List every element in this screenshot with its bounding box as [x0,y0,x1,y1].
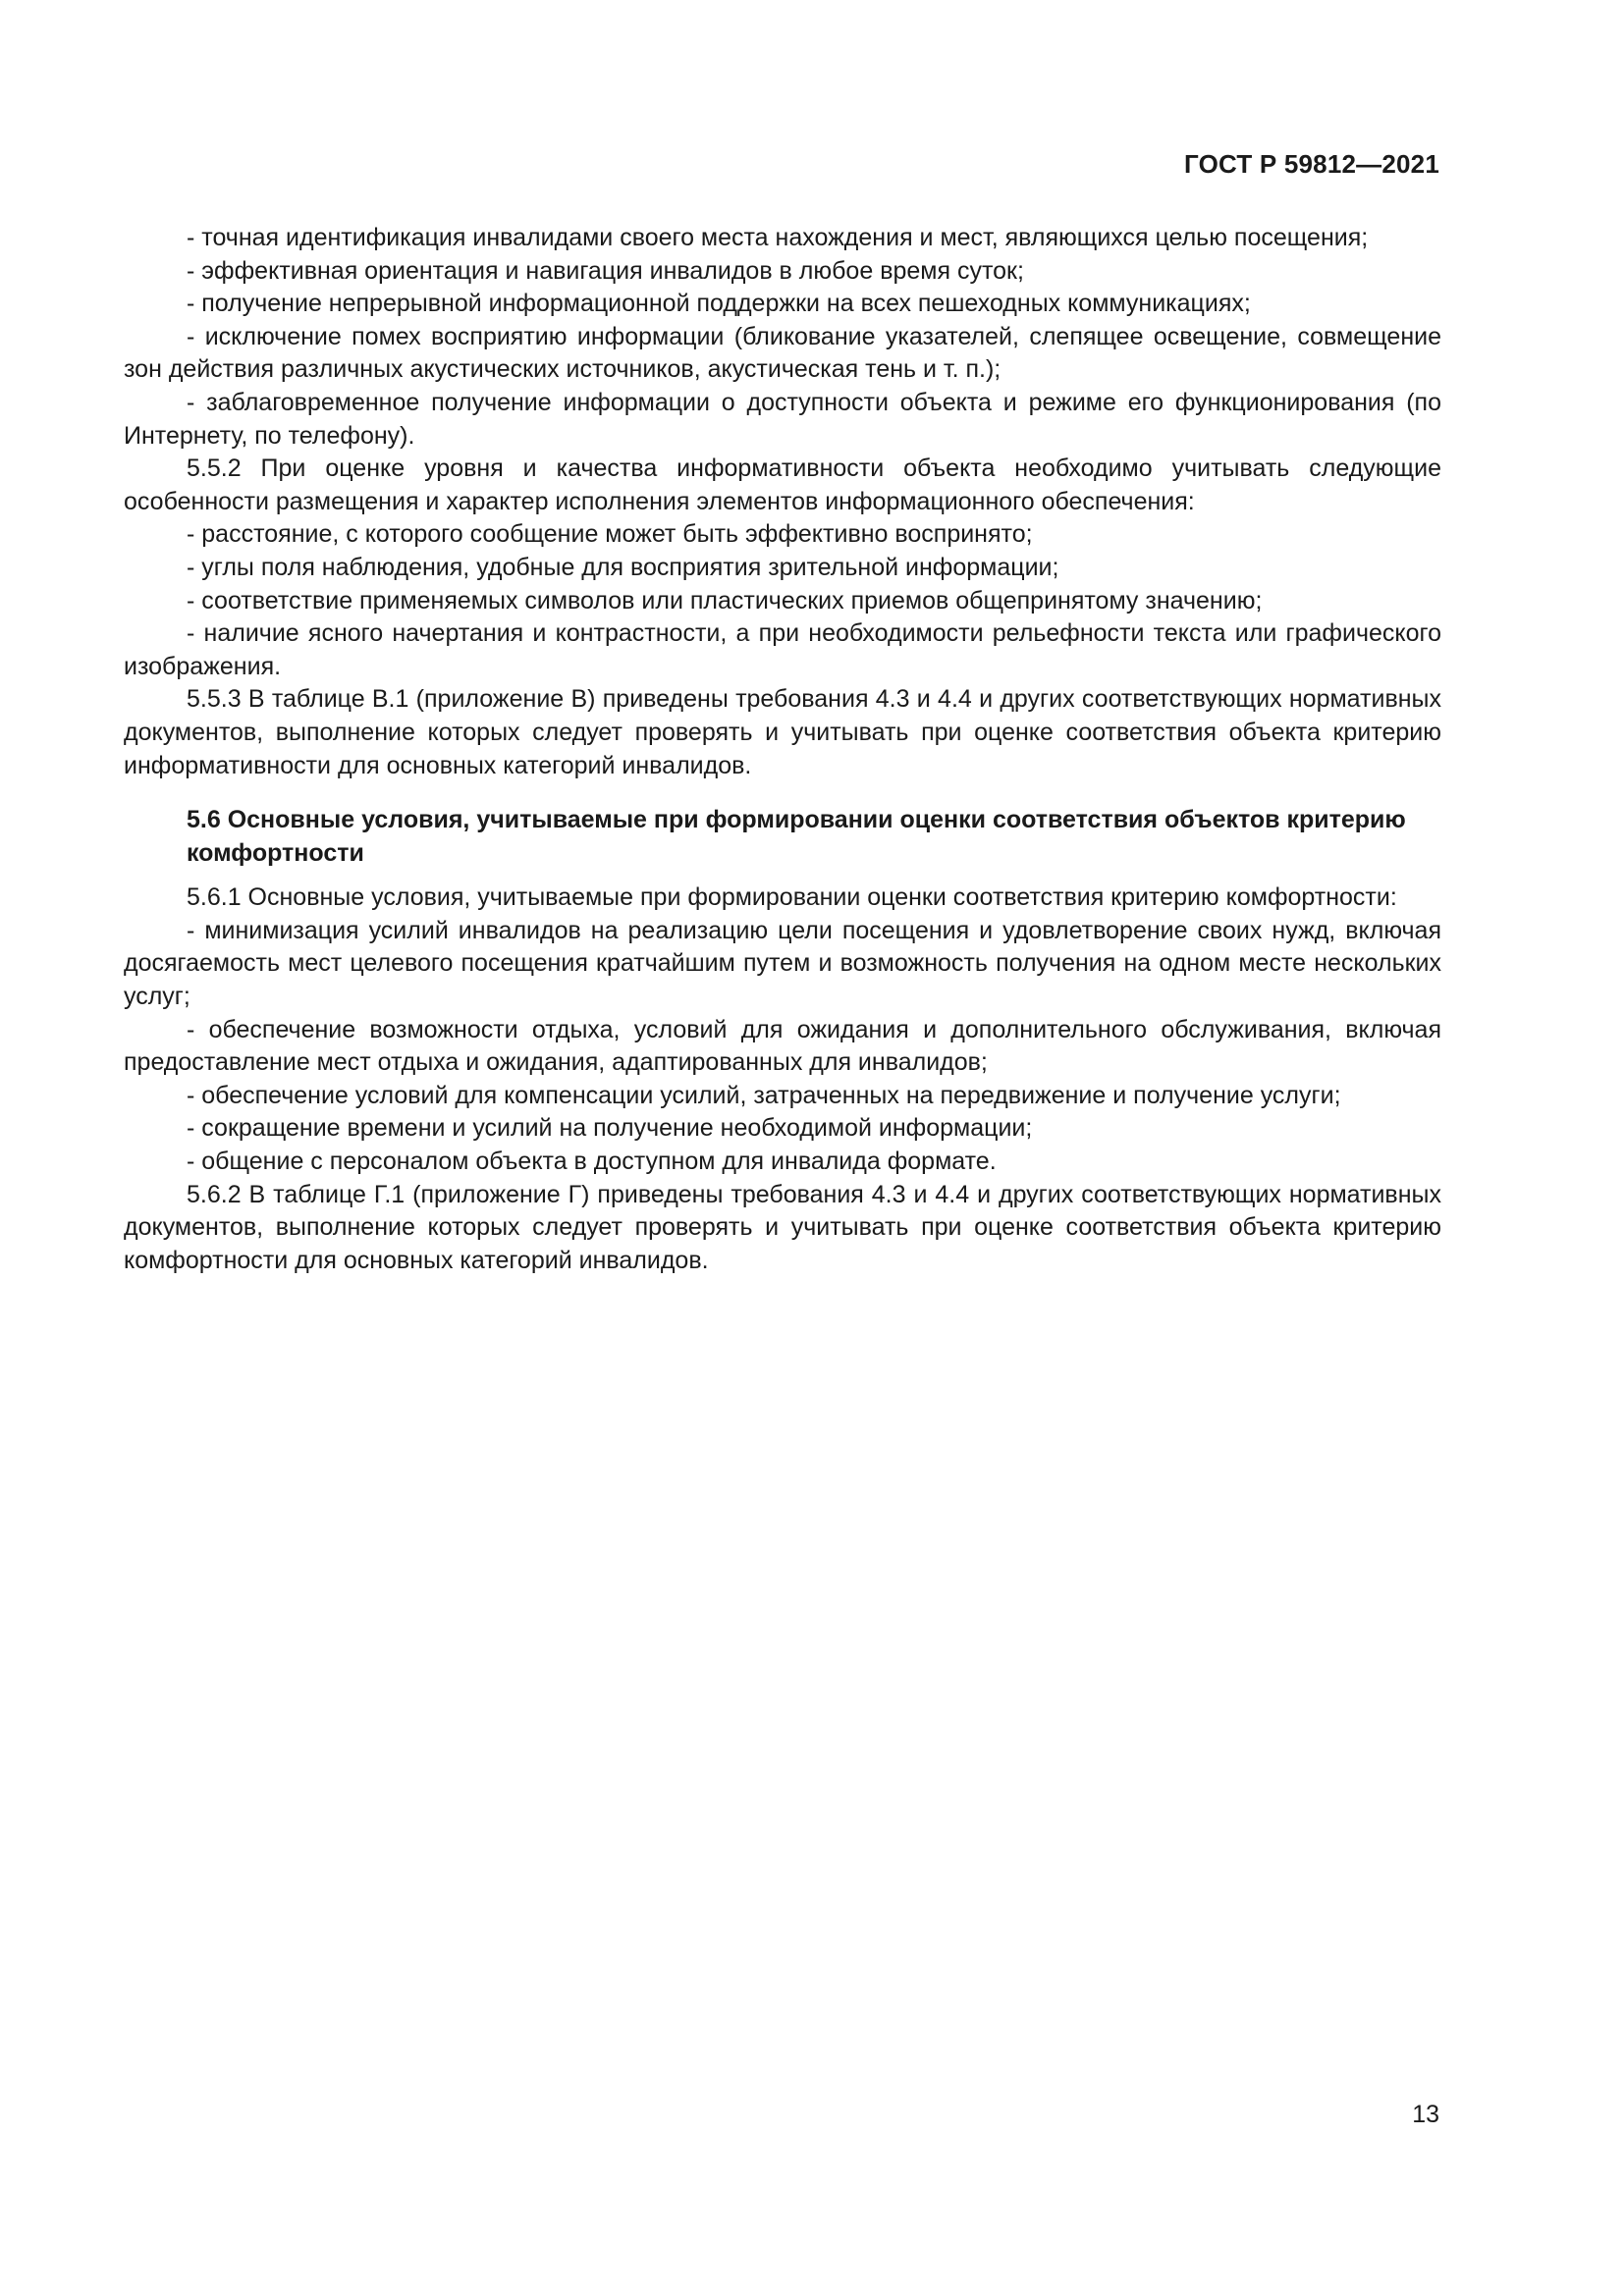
list-item: - точная идентификация инвалидами своего места нахождения и мест, являющихся целью посещения; [187,224,1369,251]
paragraph-5-5-2: 5.5.2 При оценке уровня и качества информативности объекта необходимо учитывать следующие особенности размещения и характер исполнения элементов информационного обеспечения: [124,454,1441,515]
section-heading-5-6: 5.6 Основные условия, учитываемые при формировании оценки соответствия объектов критерию комфортности [187,806,1406,867]
list-item: - обеспечение условий для компенсации усилий, затраченных на передвижение и получение услуги; [187,1081,1341,1109]
paragraph-5-6-2: 5.6.2 В таблице Г.1 (приложение Г) приведены требования 4.3 и 4.4 и других соответствующих нормативных документов, выполнение которых следует проверять и учитывать при оценке соответствия объекта критерию комфортности для основных категорий инвалидов. [124,1180,1441,1274]
list-item: - минимизация усилий инвалидов на реализацию цели посещения и удовлетворение своих нужд, включая досягаемость мест целевого посещения кратчайшим путем и возможность получения на одном месте нескольких услуг; [124,916,1441,1011]
page-number: 13 [1412,2101,1439,2128]
list-item: - исключение помех восприятию информации (бликование указателей, слепящее освещение, совмещение зон действия различных акустических источников, акустическая тень и т. п.); [124,322,1441,384]
list-item: - сокращение времени и усилий на получение необходимой информации; [187,1114,1033,1143]
list-item: - расстояние, с которого сообщение может быть эффективно воспринято; [187,520,1033,549]
list-item: - заблаговременное получение информации о доступности объекта и режиме его функционирования (по Интернету, по телефону). [124,388,1441,450]
paragraph-5-6-1: 5.6.1 Основные условия, учитываемые при формировании оценки соответствия критерию комфортности: [187,883,1397,912]
document-body [124,222,1441,1277]
list-item: - получение непрерывной информационной поддержки на всех пешеходных коммуникациях; [187,290,1251,318]
paragraph-5-5-3: 5.5.3 В таблице В.1 (приложение В) приведены требования 4.3 и 4.4 и других соответствующих нормативных документов, выполнение которых следует проверять и учитывать при оценке соответствия объекта критерию информативности для основных категорий инвалидов. [124,685,1441,779]
list-item: - наличие ясного начертания и контрастности, а при необходимости рельефности текста или графического изображения. [124,619,1441,680]
list-item: - общение с персоналом объекта в доступном для инвалида формате. [187,1148,997,1176]
list-item: - обеспечение возможности отдыха, условий для ожидания и дополнительного обслуживания, включая предоставление мест отдыха и ожидания, адаптированных для инвалидов; [124,1015,1441,1077]
document-header-id: ГОСТ Р 59812—2021 [1184,149,1439,179]
list-item: - соответствие применяемых символов или пластических приемов общепринятому значению; [187,586,1263,614]
list-item: - углы поля наблюдения, удобные для восприятия зрительной информации; [187,553,1059,581]
list-item: - эффективная ориентация и навигация инвалидов в любое время суток; [187,256,1024,285]
